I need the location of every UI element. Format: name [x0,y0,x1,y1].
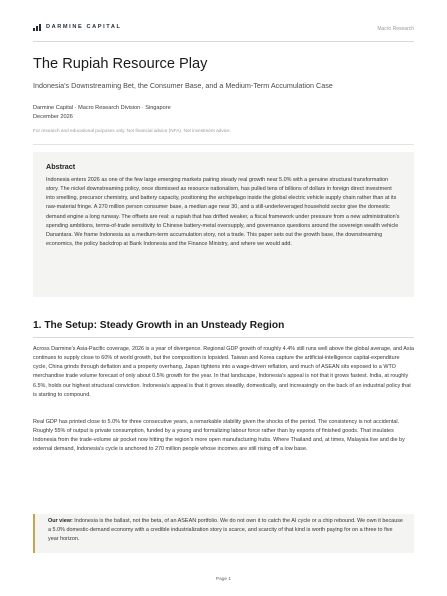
bar-chart-logo-icon [33,24,41,31]
page-header [33,22,414,40]
page-title: The Rupiah Resource Play [33,56,208,72]
document-meta [33,104,171,122]
page-subtitle: Indonesia's Downstreaming Bet, the Consumer Base, and a Medium-Term Accumulation Case [33,81,333,90]
section-divider [33,337,414,338]
author-line: Darmine Capital · Macro Research Division · Singapore [33,105,171,111]
callout-text: Indonesia is the ballast, not the beta, of an ASEAN portfolio. We do not own it to catch the AI cycle or a chip rebound. We own it because a 5.0% domestic-demand economy with a credible industrialization story is scarce, and scarcity of that kind is worth paying for on a three to five year horizon. [48,518,403,543]
abstract-heading: Abstract [46,162,76,171]
header-tag: Macro Research [377,26,414,32]
callout-label: Our view: [48,518,73,524]
section-title: 1. The Setup: Steady Growth in an Unsteady Region [33,320,285,331]
page-number: Page 1 [215,577,232,582]
brand-logo [33,24,121,31]
view-callout [33,514,414,553]
header-divider [33,41,414,42]
abstract-box [33,152,414,297]
brand-name: DARMINE CAPITAL [46,24,122,30]
disclaimer: For research and educational purposes only. Not financial advice (NFA). Not investment advice. [33,128,231,133]
body-paragraph: Across Darmine's Asia-Pacific coverage, 2026 is a year of divergence. Regional GDP growth of roughly 4.4% still runs well above the global average, and Asia continues to supply close to 60% of world growth, but the composition is lopsided. Taiwan and Korea capture the artificial-intelligence capital-expenditure cycle, China grinds through deflation and a property overhang, Japan tightens into a wage-driven reflation, and much of ASEAN sits exposed to a WTO merchandise trade volume forecast of only about 0.5% growth for the year. In that landscape, Indonesia's appeal is not that it grows fastest. India, at roughly 6.5%, holds our highest structural conviction. Indonesia's appeal is that it grows steadily, domestically, and increasingly on the back of an industrial policy that is starting to compound. [33,346,414,398]
publication-date: December 2026 [33,114,73,121]
meta-divider [33,144,414,145]
body-paragraph: Real GDP has printed close to 5.0% for three consecutive years, a remarkable stability given the shocks of the period. The consistency is not accidental. Roughly 55% of output is private consumption, funded by a young and formalizing labour force rather than by exports of finished goods. That insulates Indonesia from the trade-volume air pocket now hitting the region's more open manufacturing hubs. Where Thailand and, at times, Malaysia live and die by external demand, Indonesia's cycle is anchored to 270 million people whose incomes are still rising off a low base. [33,419,405,453]
abstract-text: Indonesia enters 2026 as one of the few large emerging markets pairing steady real growth near 5.0% with a genuine structural transformation story. The nickel downstreaming policy, once dismissed as resource nationalism, has pulled tens of billions of dollars in foreign direct investment into smelting, precursor chemistry, and battery capacity, positioning the archipelago inside the global electric vehicle supply chain rather than at its raw-material fringe. A 270 million person consumer base, a median age near 30, and a still-underleveraged household sector give the domestic demand engine a long runway. The offsets are real: a rupiah that has drifted weaker, a fiscal framework under pressure from a new administration's spending ambitions, terms-of-trade sensitivity to Chinese battery-metal oversupply, and governance questions around the sovereign wealth vehicle Danantara. We frame Indonesia as a medium-term accumulation story, not a trade. This paper sets out the growth base, the downstreaming economics, the policy backdrop at Bank Indonesia and the Finance Ministry, and where we would add. [46,177,400,248]
